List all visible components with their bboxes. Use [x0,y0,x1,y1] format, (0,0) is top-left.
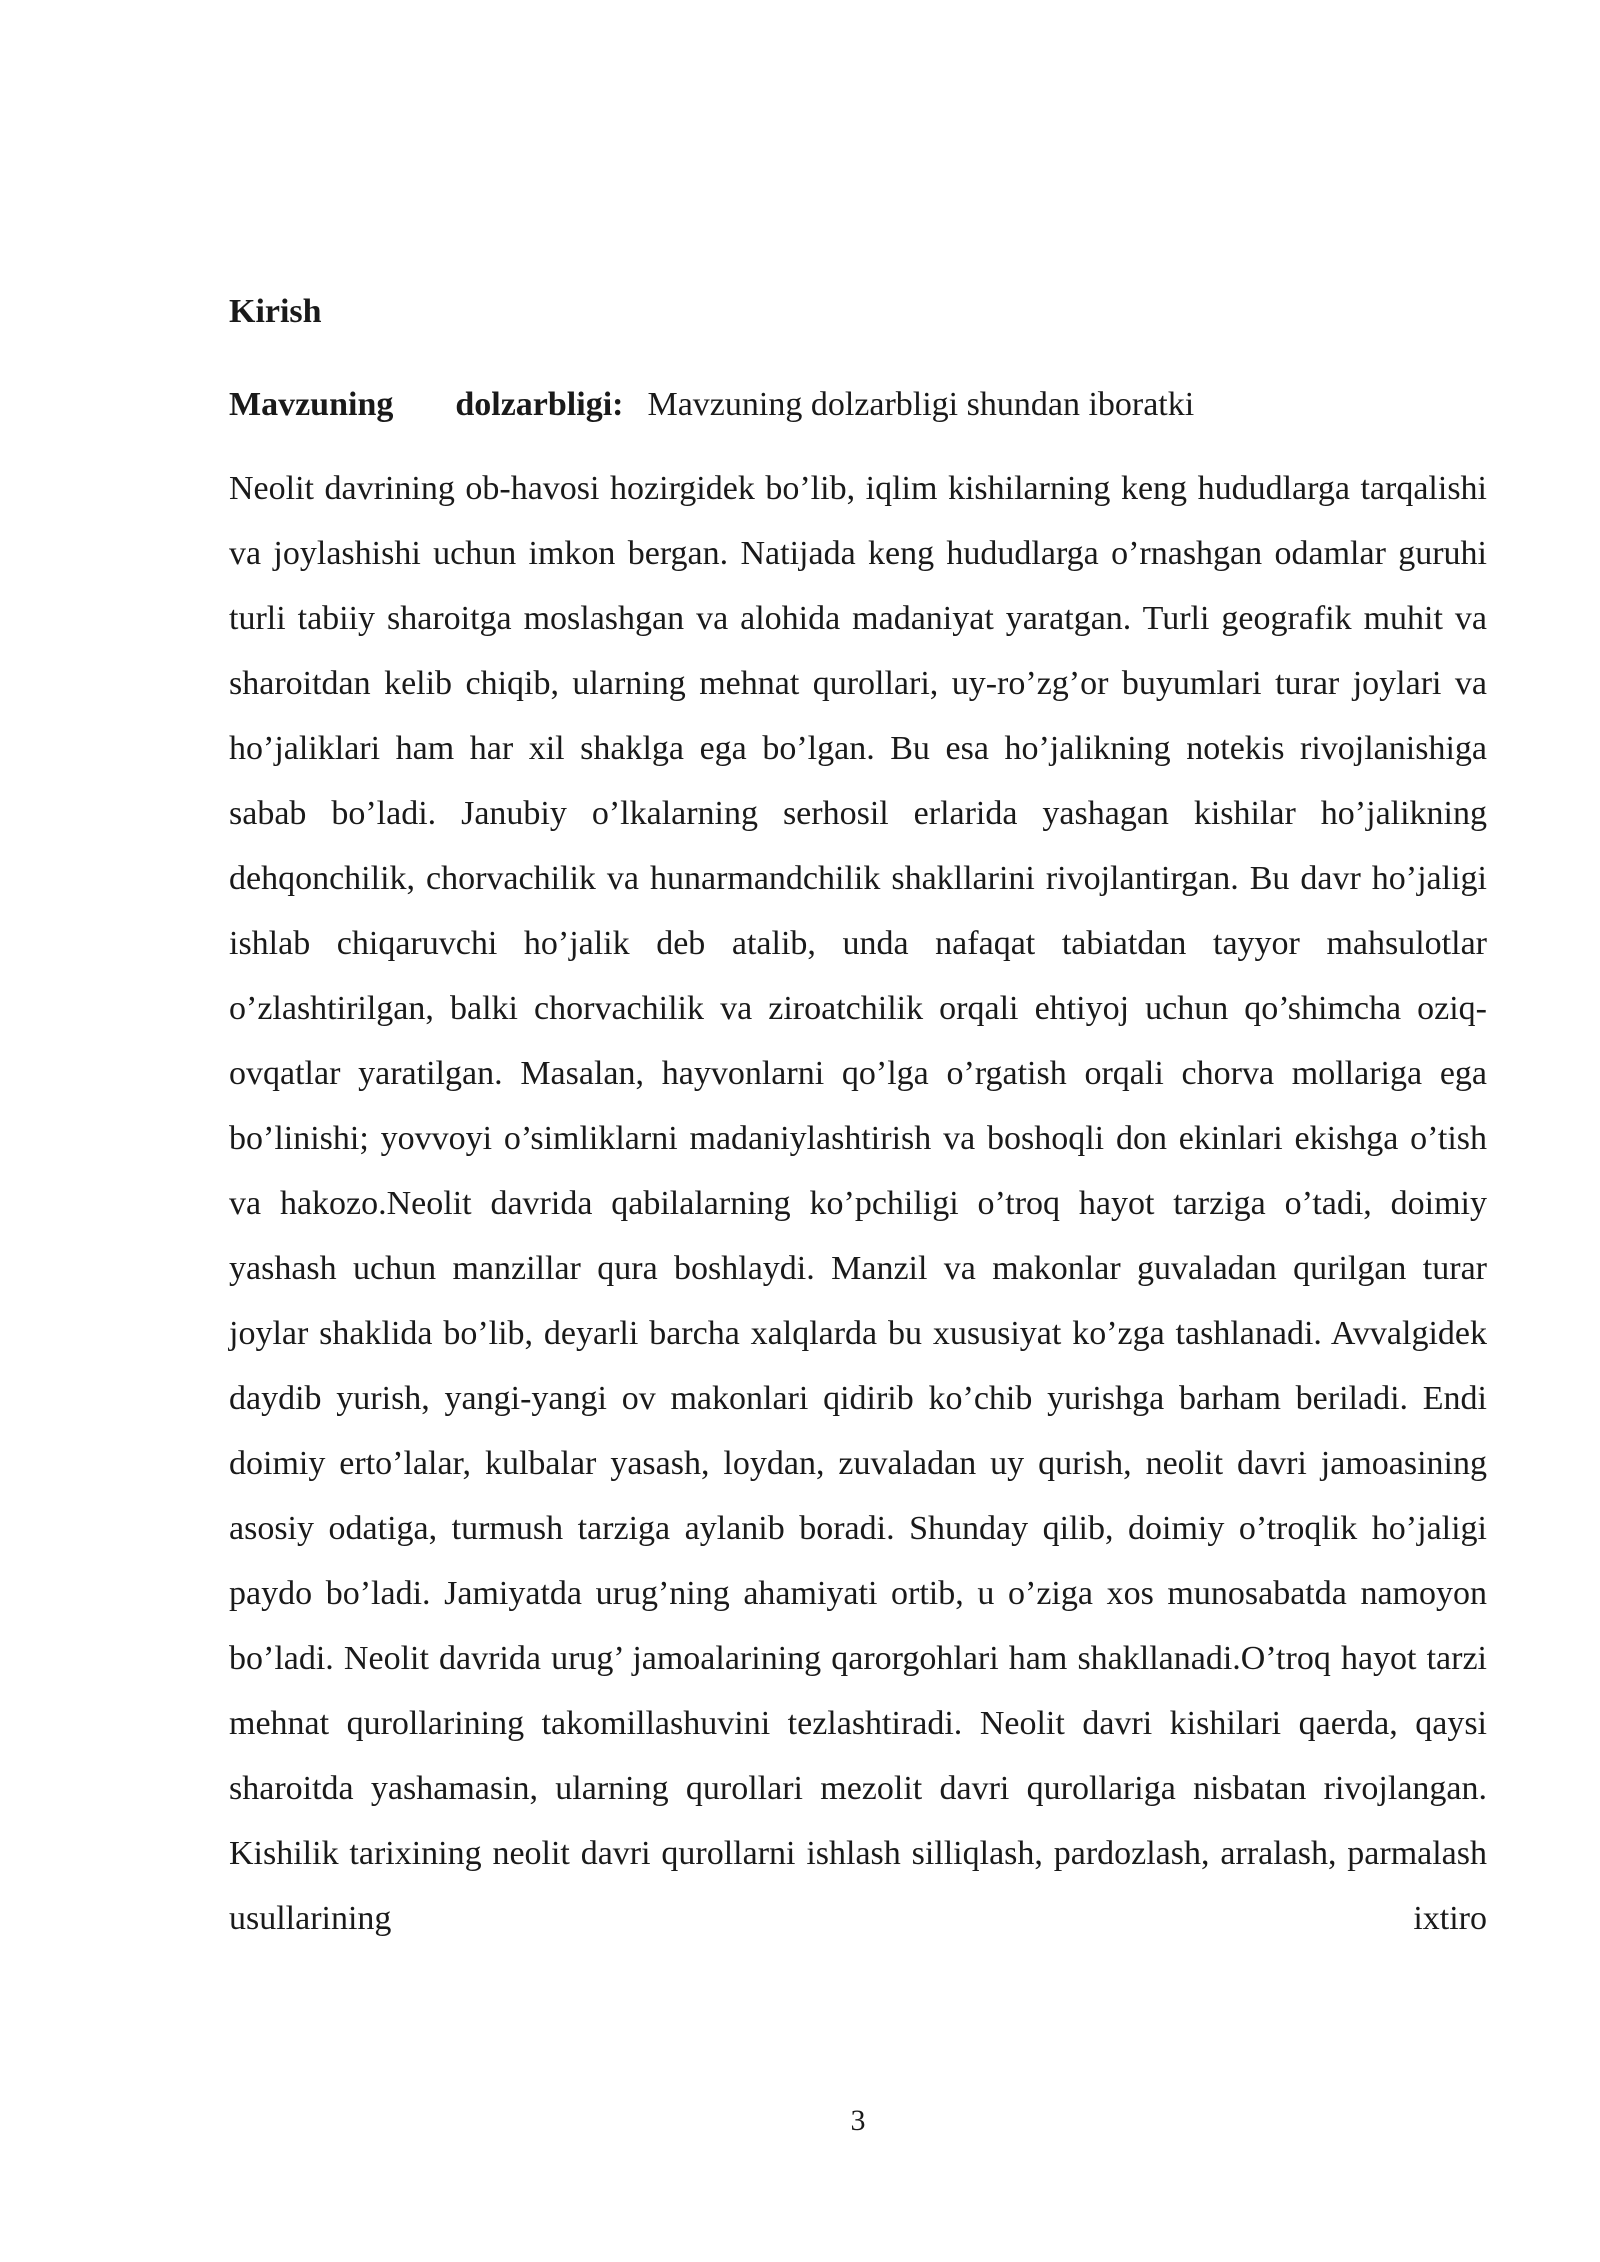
page-number: 3 [850,2104,866,2137]
body-paragraph: Neolit davrining ob-havosi hozirgidek bo’lib, iqlim kishilarning keng hududlarga tarqalishi va joylashishi uchun imkon bergan. Natijada keng hududlarga o’rnashgan odamlar guruhi turli tabiiy sharoitga moslashgan va alohida madaniyat yaratgan. Turli geografik muhit va sharoitdan kelib chiqib, ularning mehnat qurollari, uy-ro’zg’or buyumlari turar joylari va ho’jaliklari ham har xil shaklga ega bo’lgan. Bu esa ho’jalikning notekis rivojlanishiga sabab bo’ladi. Janubiy o’lkalarning serhosil erlarida yashagan kishilar ho’jalikning dehqonchilik, chorvachilik va hunarmandchilik shakllarini rivojlantirgan. Bu davr ho’jaligi ishlab chiqaruvchi ho’jalik deb atalib, unda nafaqat tabiatdan tayyor mahsulotlar o’zlashtirilgan, balki chorvachilik va ziroatchilik orqali ehtiyoj uchun qo’shimcha oziq-ovqatlar yaratilgan. Masalan, hayvonlarni qo’lga o’rgatish orqali chorva mollariga ega bo’linishi; yovvoyi o’simliklarni madaniylashtirish va boshoqli don ekinlari ekishga o’tish va hakozo.Neolit davrida qabilalarning ko’pchiligi o’troq hayot tarziga o’tadi, doimiy yashash uchun manzillar qura boshlaydi. Manzil va makonlar guvaladan qurilgan turar joylar shaklida bo’lib, deyarli barcha xalqlarda bu xususiyat ko’zga tashlanadi. Avvalgidek daydib yurish, yangi-yangi ov makonlari qidirib ko’chib yurishga barham beriladi. Endi doimiy erto’lalar, kulbalar yasash, loydan, zuvaladan uy qurish, neolit davri jamoasining asosiy odatiga, turmush tarziga aylanib boradi. Shunday qilib, doimiy o’troqlik ho’jaligi paydo bo’ladi. Jamiyatda urug’ning ahamiyati ortib, u o’ziga xos munosabatda namoyon bo’ladi. Neolit davrida urug’ jamoalarining qarorgohlari ham shakllanadi.O’troq hayot tarzi mehnat qurollarining takomillashuvini tezlashtiradi. Neolit davri kishilari qaerda, qaysi sharoitda yashamasin, ularning qurollari mezolit davri qurollariga nisbatan rivojlangan. Kishilik tarixining neolit davri qurollarni ishlash silliqlash, pardozlash, arralash, parmalash usullarining ixtiro [229,470,1487,1937]
topic-intro-text: Mavzuning dolzarbligi shundan iboratki [647,386,1195,423]
topic-label-part1: Mavzuning [229,386,394,423]
topic-label-part2: dolzarbligi: [455,386,624,423]
section-heading: Kirish [229,293,322,330]
topic-relevance-line [229,383,1487,427]
